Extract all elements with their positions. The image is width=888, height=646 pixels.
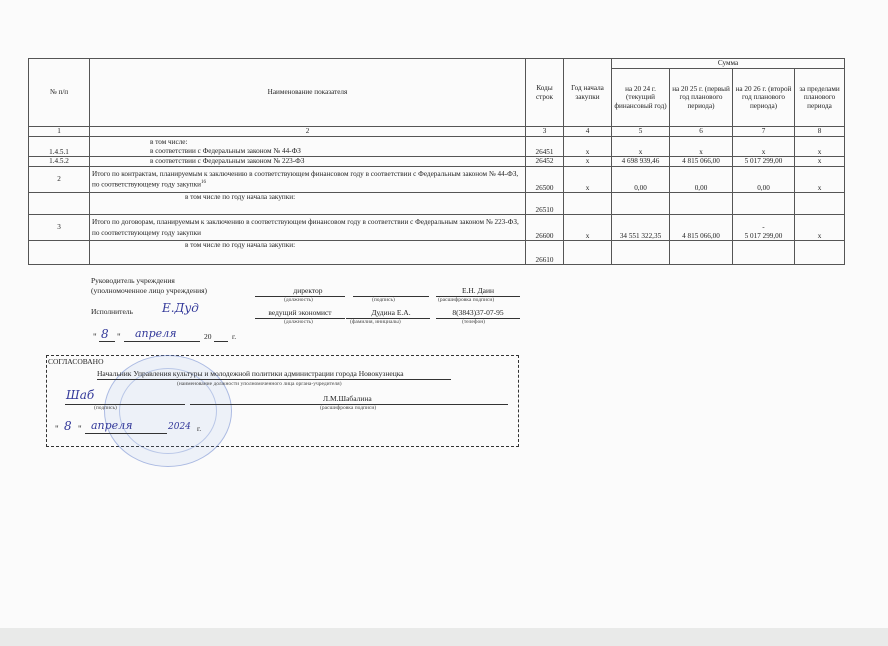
approval-title: СОГЛАСОВАНО — [48, 357, 104, 366]
date-year-suffix: г. — [232, 332, 237, 341]
table-row — [29, 157, 845, 167]
row-value: 34 551 322,35 — [612, 215, 670, 241]
col-number: 6 — [670, 127, 733, 137]
head-name: Е.Н. Даин — [461, 286, 495, 295]
row-label: Итого по договорам, планируемым к заключению в соответствующем финансовом году в соответствии с Федеральным законом № 223-ФЗ, по соответствующему году закупки — [90, 215, 526, 241]
row-value: 4 815 066,00 — [670, 215, 733, 241]
col-number: 8 — [795, 127, 845, 137]
head-position: директор — [293, 286, 323, 295]
row-year: x — [564, 157, 612, 167]
row-value: x — [795, 215, 845, 241]
row-value — [733, 193, 795, 215]
line — [124, 341, 200, 342]
header-year: Год начала закупки — [564, 59, 612, 127]
col-number: 4 — [564, 127, 612, 137]
row-label: в соответствии с Федеральным законом № 223-ФЗ — [90, 157, 526, 167]
row-value: 4 698 939,46 — [612, 157, 670, 167]
caption: (подпись) — [372, 297, 395, 303]
table-row — [29, 137, 845, 157]
caption: (расшифровка подписи) — [438, 297, 495, 303]
date-quote-open: " — [93, 332, 97, 342]
approval-date-suffix: г. — [197, 424, 202, 433]
row-label — [90, 167, 526, 193]
scan-edge — [0, 628, 888, 646]
line — [214, 341, 228, 342]
numbering-row — [29, 127, 845, 137]
row-value: 0,00 — [733, 167, 795, 193]
row-year: x — [564, 215, 612, 241]
header-name: Наименование показателя — [90, 59, 526, 127]
col-number: 3 — [526, 127, 564, 137]
row-value — [795, 241, 845, 265]
row-value: x — [795, 157, 845, 167]
table-row — [29, 241, 845, 265]
row-code: 26452 — [526, 157, 564, 167]
row-value-dash: - — [762, 223, 765, 232]
exec-phone: 8(3843)37-07-95 — [452, 308, 504, 317]
row-year — [564, 193, 612, 215]
row-label: в соответствии с Федеральным законом № 44-ФЗ — [150, 146, 301, 155]
header-sum: Сумма — [612, 59, 845, 69]
row-value — [670, 241, 733, 265]
exec-name: Дудина Е.А. — [371, 308, 411, 317]
row-value — [612, 193, 670, 215]
plan-table — [28, 58, 845, 265]
row-code: 26610 — [526, 241, 564, 265]
approval-date-year: 2024 — [168, 422, 191, 432]
row-year — [564, 241, 612, 265]
row-value — [670, 193, 733, 215]
row-num: 3 — [29, 215, 90, 241]
header-col-1: на 20 24 г. (текущий финансовый год) — [612, 69, 670, 127]
header-codes: Коды строк — [526, 59, 564, 127]
row-prefix: в том числе: — [150, 138, 188, 147]
caption: (должность) — [284, 297, 313, 303]
row-value: x — [795, 167, 845, 193]
row-num — [29, 241, 90, 265]
header-col-3: на 20 26 г. (второй год планового периода) — [733, 69, 795, 127]
approval-signature: Шаб — [66, 388, 95, 402]
line — [97, 379, 451, 380]
line — [85, 433, 167, 434]
footnote-mark: 16 — [200, 180, 206, 186]
row-year: x — [564, 167, 612, 193]
row-code: 26451 — [526, 137, 564, 157]
date-day: 8 — [101, 327, 109, 341]
row-value-number: 5 017 299,00 — [744, 231, 783, 240]
header-col-2: на 20 25 г. (первый год планового периода) — [670, 69, 733, 127]
row-value: 0,00 — [670, 167, 733, 193]
row-value: x — [795, 137, 845, 157]
exec-label: Исполнитель — [91, 307, 133, 316]
approval-date-month: апреля — [91, 419, 133, 432]
line — [99, 341, 115, 342]
row-label: в том числе по году начала закупки: — [90, 241, 526, 265]
header-row-1 — [29, 59, 845, 69]
table-row — [29, 215, 845, 241]
date-quote-close: " — [117, 332, 121, 342]
caption: (должность) — [284, 319, 313, 325]
approval-date-quote-close: " — [78, 424, 82, 434]
row-value: 5 017 299,00 — [733, 157, 795, 167]
exec-position: ведущий экономист — [268, 308, 332, 317]
approval-date-quote-open: " — [55, 424, 59, 434]
header-col-4: за пределами планового периода — [795, 69, 845, 127]
caption: (наименование должности уполномоченного лица органа-учредителя) — [177, 381, 342, 387]
table-row — [29, 167, 845, 193]
row-value — [733, 241, 795, 265]
head-label: Руководитель учреждения — [91, 276, 175, 285]
row-value — [733, 215, 795, 241]
row-num — [29, 193, 90, 215]
row-num: 2 — [29, 167, 90, 193]
row-code: 26510 — [526, 193, 564, 215]
caption: (расшифровка подписи) — [320, 405, 377, 411]
row-code: 26500 — [526, 167, 564, 193]
approval-date-day: 8 — [64, 419, 72, 433]
row-value: x — [670, 137, 733, 157]
line — [65, 404, 185, 405]
approval-org: Начальник Управления культуры и молодежной политики администрации города Новокузнецка — [97, 369, 404, 378]
row-year: x — [564, 137, 612, 157]
col-number: 7 — [733, 127, 795, 137]
table-row — [29, 193, 845, 215]
row-value: 4 815 066,00 — [670, 157, 733, 167]
row-value: x — [733, 137, 795, 157]
col-number: 1 — [29, 127, 90, 137]
row-code: 26600 — [526, 215, 564, 241]
row-num: 1.4.5.2 — [29, 157, 90, 167]
row-label: в том числе по году начала закупки: — [90, 193, 526, 215]
row-value: 0,00 — [612, 167, 670, 193]
row-value — [795, 193, 845, 215]
date-year-prefix: 20 — [204, 332, 212, 341]
header-num: № п/п — [29, 59, 90, 127]
caption: (телефон) — [462, 319, 486, 325]
head-label-sub: (уполномоченное лицо учреждения) — [91, 286, 208, 295]
col-number: 2 — [90, 127, 526, 137]
caption: (подпись) — [94, 405, 117, 411]
handwritten-signature: Е.Дуд — [162, 301, 199, 315]
col-number: 5 — [612, 127, 670, 137]
caption: (фамилия, инициалы) — [350, 319, 401, 325]
approval-name: Л.М.Шабалина — [323, 394, 372, 403]
row-value — [612, 241, 670, 265]
row-label-text: Итого по контрактам, планируемым к заключению в соответствующем финансовом году в соответствии с Федеральным законом № 44-ФЗ, по соответствующему году закупки — [92, 169, 519, 189]
date-month: апреля — [135, 327, 177, 340]
row-num: 1.4.5.1 — [29, 137, 90, 157]
row-name — [90, 137, 526, 157]
row-value: x — [612, 137, 670, 157]
